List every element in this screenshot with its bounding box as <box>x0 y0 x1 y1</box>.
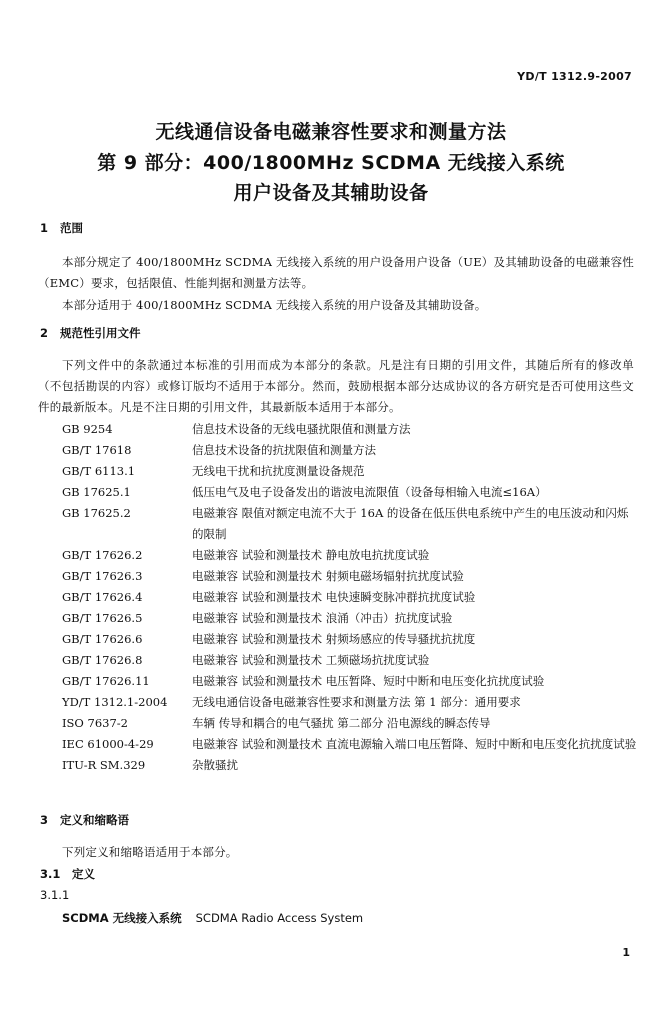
references-intro: 下列文件中的条款通过本标准的引用而成为本部分的条款。凡是注有日期的引用文件，其随后所有的修改单（不包括勘误的内容）或修订版均不适用于本部分。然而，鼓励根据本部分达成协议的各方研究是否可使用这些文件的最新版本。凡是不注日期的引用文件，其最新版本适用于本部分。 <box>38 358 634 414</box>
reference-row <box>62 440 638 461</box>
title-line-1: 无线通信设备电磁兼容性要求和测量方法 <box>155 121 507 143</box>
reference-code: GB/T 17626.2 <box>62 548 143 562</box>
section-number: 1 <box>40 221 49 235</box>
reference-code: GB/T 17626.4 <box>62 590 143 604</box>
section-number: 3 <box>40 813 49 827</box>
term-english: SCDMA Radio Access System <box>195 911 364 925</box>
reference-code: GB 9254 <box>62 422 113 436</box>
section-title: 规范性引用文件 <box>60 326 141 340</box>
reference-code: GB/T 17626.6 <box>62 632 143 646</box>
section-number: 2 <box>40 326 49 340</box>
reference-row <box>62 608 638 629</box>
reference-code: ISO 7637-2 <box>62 716 128 730</box>
reference-title: 无线电干扰和抗扰度测量设备规范 <box>192 464 365 478</box>
reference-code: GB 17625.1 <box>62 485 131 499</box>
title-line-2: 第 9 部分：400/1800MHz SCDMA 无线接入系统 <box>97 152 565 174</box>
reference-title: 电磁兼容 试验和测量技术 直流电源输入端口电压暂降、短时中断和电压变化抗扰度试验 <box>192 737 637 751</box>
scope-paragraph-2: 本部分适用于 400/1800MHz SCDMA 无线接入系统的用户设备及其辅助设备。 <box>62 298 487 312</box>
reference-title: 电磁兼容 试验和测量技术 工频磁场抗扰度试验 <box>192 653 430 667</box>
reference-row <box>62 671 638 692</box>
references-list <box>62 419 638 776</box>
section-3-heading <box>40 812 129 828</box>
reference-row <box>62 419 638 440</box>
subsection-title: 定义 <box>72 867 95 881</box>
reference-row <box>62 482 638 503</box>
standard-code: YD/T 1312.9-2007 <box>517 70 632 83</box>
reference-code: GB/T 6113.1 <box>62 464 136 478</box>
subsection-number: 3.1 <box>40 867 61 881</box>
section-title: 定义和缩略语 <box>60 813 129 827</box>
subsection-3-1-1-number: 3.1.1 <box>40 888 70 902</box>
reference-row <box>62 629 638 650</box>
reference-code: GB/T 17626.3 <box>62 569 143 583</box>
reference-title: 信息技术设备的无线电骚扰限值和测量方法 <box>192 422 411 436</box>
subsection-3-1-heading <box>40 866 95 882</box>
reference-row <box>62 734 638 755</box>
reference-row <box>62 461 638 482</box>
reference-row <box>62 713 638 734</box>
reference-title: 电磁兼容 限值对额定电流不大于 16A 的设备在低压供电系统中产生的电压波动和闪烁的限制 <box>192 506 629 541</box>
section-1-heading <box>40 220 83 236</box>
reference-title: 杂散骚扰 <box>192 758 238 772</box>
reference-row <box>62 692 638 713</box>
reference-row <box>62 587 638 608</box>
reference-title: 低压电气及电子设备发出的谐波电流限值（设备每相输入电流≤16A） <box>192 485 547 499</box>
reference-code: GB 17625.2 <box>62 506 131 520</box>
reference-title: 电磁兼容 试验和测量技术 射频电磁场辐射抗扰度试验 <box>192 569 464 583</box>
section-title: 范围 <box>60 221 83 235</box>
reference-code: IEC 61000-4-29 <box>62 737 154 751</box>
page-number: 1 <box>622 946 630 959</box>
reference-title: 电磁兼容 试验和测量技术 电快速瞬变脉冲群抗扰度试验 <box>192 590 476 604</box>
reference-row <box>62 545 638 566</box>
reference-title: 车辆 传导和耦合的电气骚扰 第二部分 沿电源线的瞬态传导 <box>192 716 491 730</box>
scope-paragraph-1: 本部分规定了 400/1800MHz SCDMA 无线接入系统的用户设备用户设备（UE）及其辅助设备的电磁兼容性（EMC）要求，包括限值、性能判据和测量方法等。 <box>38 255 634 290</box>
reference-row <box>62 503 638 545</box>
title-line-3: 用户设备及其辅助设备 <box>233 182 429 204</box>
reference-code: YD/T 1312.1-2004 <box>62 695 168 709</box>
reference-code: GB/T 17618 <box>62 443 132 457</box>
term-definition <box>62 910 363 926</box>
reference-code: GB/T 17626.5 <box>62 611 143 625</box>
definitions-intro: 下列定义和缩略语适用于本部分。 <box>62 845 238 859</box>
section-2-heading <box>40 325 141 341</box>
reference-row <box>62 755 638 776</box>
reference-code: ITU-R SM.329 <box>62 758 146 772</box>
reference-title: 电磁兼容 试验和测量技术 射频场感应的传导骚扰抗扰度 <box>192 632 476 646</box>
reference-row <box>62 566 638 587</box>
reference-code: GB/T 17626.11 <box>62 674 150 688</box>
reference-title: 电磁兼容 试验和测量技术 浪涌（冲击）抗扰度试验 <box>192 611 453 625</box>
reference-title: 无线电通信设备电磁兼容性要求和测量方法 第 1 部分：通用要求 <box>192 695 521 709</box>
reference-title: 电磁兼容 试验和测量技术 静电放电抗扰度试验 <box>192 548 430 562</box>
reference-title: 信息技术设备的抗扰限值和测量方法 <box>192 443 376 457</box>
reference-row <box>62 650 638 671</box>
term-chinese: SCDMA 无线接入系统 <box>62 911 182 925</box>
reference-title: 电磁兼容 试验和测量技术 电压暂降、短时中断和电压变化抗扰度试验 <box>192 674 545 688</box>
reference-code: GB/T 17626.8 <box>62 653 143 667</box>
